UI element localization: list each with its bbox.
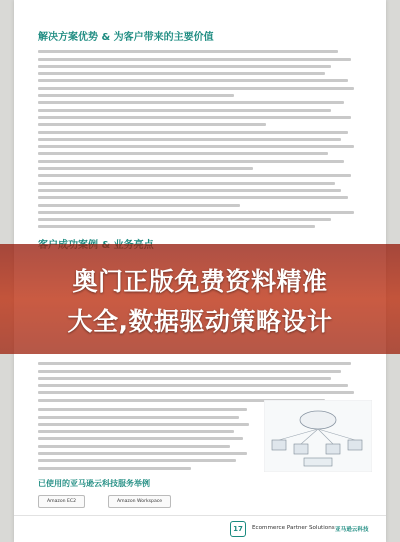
service-tag-workspace: Amazon Workspace xyxy=(108,495,171,508)
section-title-services: 已使用的亚马逊云科技服务举例 xyxy=(38,479,150,488)
banner-line-2: 大全,数据驱动策略设计 xyxy=(67,307,333,336)
page-footer xyxy=(14,515,386,542)
cloud-icon xyxy=(300,411,336,429)
server-icon xyxy=(326,444,340,454)
footer-brand: Ecommerce Partner Solutions xyxy=(252,525,335,531)
overlay-banner xyxy=(0,244,400,354)
service-tag-ec2: Amazon EC2 xyxy=(38,495,85,508)
server-icon xyxy=(348,440,362,450)
case-body-left xyxy=(38,404,256,474)
section-title-advantages: 解决方案优势 & 为客户带来的主要价值 xyxy=(38,32,214,43)
footer-logo: 亚马逊云科技 xyxy=(335,527,369,533)
banner-line-1: 奥门正版免费资料精准 xyxy=(72,267,328,296)
advantages-body xyxy=(38,46,364,233)
case-body xyxy=(38,358,364,406)
server-icon xyxy=(294,444,308,454)
server-icon xyxy=(272,440,286,450)
page-number: 17 xyxy=(230,521,246,537)
database-icon xyxy=(304,458,332,466)
architecture-diagram xyxy=(264,400,372,472)
